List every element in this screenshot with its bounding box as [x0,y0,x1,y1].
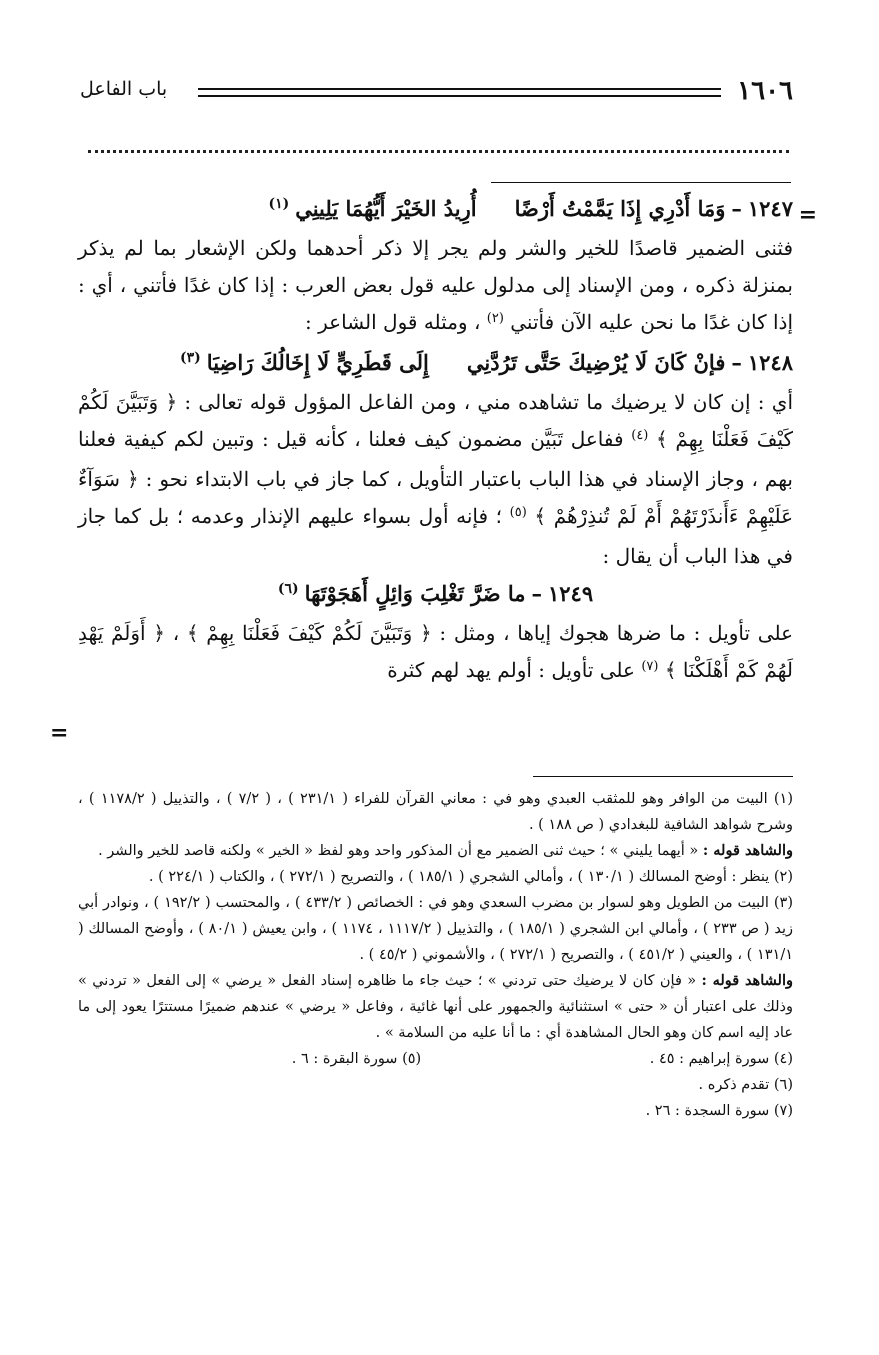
paragraph-text: ؛ فإنه أول بسواء عليهم الإنذار وعدمه ؛ بل كما جاز في هذا الباب أن يقال : [78,504,793,568]
verse-first-hemistich: وَمَا أَدْرِي إِذَا يَمَّمْتُ أَرْضًا [514,196,726,221]
evidence-label: والشاهد قوله : [701,972,794,989]
verse-number: ١٢٤٩ [548,581,594,606]
footnote-ref: (٥) [509,505,527,520]
verse-second-hemistich: أُرِيدُ الخَيْرَ أَيُّهُمَا يَلِينِي [295,196,477,221]
footnote-5: (٥) سورة البقرة : ٦ . [291,1051,422,1067]
page-number: ١٦٠٦ [737,76,793,106]
footnote-ref: (٧) [641,659,659,674]
footnote-7: (٧) سورة السجدة : ٢٦ . [645,1103,793,1119]
footnote-2: (٢) ينظر : أوضح المسالك ( ١٣٠/١ ) ، وأمالي الشجري ( ١٨٥/١ ) ، والتصريح ( ٢٧٢/١ ) ، والكتاب ( ٢٢٤/١ ) . [148,869,793,885]
evidence-label: والشاهد قوله : [702,842,793,859]
paragraph-text: أي : إن كان لا يرضيك ما تشاهده مني ، ومن الفاعل المؤول قوله تعالى : ﴿ وَتَبَيَّنَ لَكُمْ كَيْفَ فَعَلْنَا بِهِمْ ﴾ [78,390,794,451]
paragraph-2 [78,384,793,575]
footnote-ref: (٦) [277,581,299,597]
evidence-text: « أيهما يليني » ؛ حيث ثنى الضمير مع أن المذكور واحد وهو لفظ « الخير » ولكنه قاصد للخير والشر . [98,843,699,859]
verse-dash: – [531,581,542,606]
verse-1249 [78,575,793,615]
paragraph-text: فثنى الضمير قاصدًا للخير والشر ولم يجر إلا ذكر أحدهما ولكن الإشعار بما لم يذكر بمنزلة ذكره ، ومن الإسناد إلى مدلول عليه قول بعض العرب : إذا كان غدًا فأتني ، أي : إذا كان غدًا ما نحن عليه الآن فأتني [78,236,793,334]
continuation-mark-top: = [798,202,817,228]
verse-number: ١٢٤٧ [747,196,793,221]
footnote-ref: (٤) [631,428,649,443]
verse-text: ما ضَرَّ تَغْلِبَ وَائِلٍ أَهَجَوْتَهَا [304,581,526,606]
verse-dash: – [731,196,742,221]
verse-dash: – [731,350,742,375]
footnote-4: (٤) سورة إبراهيم : ٤٥ . [649,1051,793,1067]
footnote-row-4-5 [78,1046,793,1072]
continuation-mark-bottom: = [50,720,69,746]
paragraph-1 [78,230,793,344]
paragraph-text: على تأويل : أولم يهد لهم كثرة [387,658,635,682]
verse-first-hemistich: فإنْ كَانَ لَا يُرْضِيكَ حَتَّى تَرُدَّنِي [466,350,726,375]
footnote-6: (٦) تقدم ذكره . [698,1077,793,1093]
main-text [78,190,793,692]
verse-1248 [78,344,793,384]
dotted-separator [88,150,789,153]
footnote-ref: (٣) [180,350,201,366]
paragraph-text: على تأويل : ما ضرها هجوك إياها ، ومثل : ﴿ وَتَبَيَّنَ لَكُمْ كَيْفَ فَعَلْنَا بِهِمْ ﴾ ، ﴿ أَوَلَمْ يَهْدِ لَهُمْ كَمْ أَهْلَكْنَا ﴾ [78,621,793,682]
footnotes [78,786,793,1124]
footnote-ref: (٢) [486,311,504,326]
footnote-1-evidence [78,838,793,864]
page-header [80,76,793,112]
footnote-1: (١) البيت من الوافر وهو للمثقب العبدي وهو في : معاني القرآن للفراء ( ٢٣١/١ ) ، ( ٧/٢ ) ، والتذييل ( ١١٧٨/٢ ) ، وشرح شواهد الشافية للبغدادي ( ص ١٨٨ ) . [78,791,793,833]
footnote-3-evidence [78,968,793,1046]
running-title: باب الفاعل [80,78,168,100]
paragraph-text: ، ومثله قول الشاعر : [305,310,481,334]
paragraph-3 [78,615,793,692]
footnote-3: (٣) البيت من الطويل وهو لسوار بن مضرب السعدي وهو في : الخصائص ( ٤٣٣/٢ ) ، والمحتسب ( ١٩٢/٢ ) ، ونوادر أبي زيد ( ص ٢٣٣ ) ، وأمالي ابن الشجري ( ١٨٥/١ ) ، والتذييل ( ١١١٧/٢ ، ١١٧٤ ) ، وابن يعيش ( ٨٠/١ ) ، وأوضح المسالك ( ١٣١/١ ) ، والعيني ( ٤٥١/٢ ) ، والتصريح ( ٢٧٢/١ ) ، والأشموني ( ٤٥/٢ ) . [78,895,793,963]
verse-number: ١٢٤٨ [747,350,793,375]
footnote-rule [533,776,793,777]
footnote-ref: (١) [268,196,290,212]
header-double-rule [198,88,721,97]
verse-second-hemistich: إِلَى قَطَرِيٍّ لَا إِخَالُكَ رَاضِيَا [206,350,429,375]
section-rule [491,182,791,183]
paragraph-text: ففاعل تَبَيَّن مضمون كيف فعلنا ، كأنه قيل : وتبين لكم كيفية فعلنا بهم ، وجاز الإسناد في هذا الباب باعتبار التأويل ، كما جاز في باب الابتداء نحو : ﴿ سَوَآءٌ عَلَيْهِمْ ءَأَنذَرْتَهُمْ أَمْ لَمْ تُنذِرْهُمْ ﴾ [78,427,794,528]
verse-1247 [78,190,793,230]
evidence-text: « فإن كان لا يرضيك حتى تردني » ؛ حيث جاء ما ظاهره إسناد الفعل « يرضي » إلى الفعل « تردني » وذلك على اعتبار أن « حتى » استثنائية والجمهور على أنها غائية ، وفاعل « يرضي » عندهم ضميرًا مستترًا يعود إلى ما عاد إليه اسم كان وهو الحال المشاهدة أي : ما أنا عليه من السلامة » . [78,973,793,1041]
